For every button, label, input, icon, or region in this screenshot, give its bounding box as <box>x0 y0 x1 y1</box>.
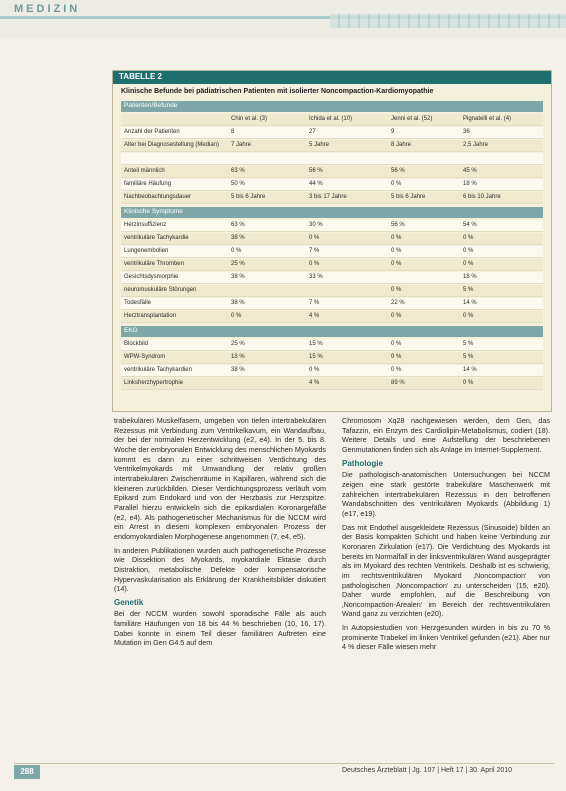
table-cell: 38 % <box>231 367 245 373</box>
page-number: 288 <box>14 765 40 779</box>
table-cell: 9 <box>391 129 395 135</box>
table-row <box>121 220 543 232</box>
row-label: Herzinsuffizienz <box>124 222 167 228</box>
body-paragraph: Das mit Endothel ausgekleidete Rezessus (Sinusoide) bilden an der Basis kompakten Schicht und haben keine Verbindung zur Koronaren Zirkulation (e17). Die Verdichtung des Myokards ist bereits im Normalfall in der linksventrikulären Wand ausgeprägter als im Myokard des rechten Ventrikels. Deshalb ist es schwierig, im rechtsventrikulären Myokard ‚Noncompaction‘ von pathologischen ‚Noncompaction‘ zu unterscheiden (15, e20). Daher wurde empfohlen, auf die Beschreibung von ‚Noncompaction-Arealen‘ im Bereich der rechtsventrikulären Wand ganz zu verzichten (e20). <box>342 522 550 619</box>
row-label: ventrikuläre Tachykardie <box>124 235 189 241</box>
table-cell: 0 % <box>309 235 320 241</box>
table-cell: Jenni et al. (52) <box>391 116 433 122</box>
page-header <box>0 0 566 38</box>
table-cell: 38 % <box>231 235 245 241</box>
table-cell: 0 % <box>463 248 474 254</box>
table-row <box>121 272 543 284</box>
row-label: ventrikuläre Thromben <box>124 261 184 267</box>
table-row <box>121 352 543 364</box>
table-group-header <box>121 207 543 218</box>
row-label: familiäre Häufung <box>124 181 172 187</box>
table-cell: 54 % <box>463 222 477 228</box>
table-cell: 14 % <box>463 367 477 373</box>
table-cell: Chin et al. (3) <box>231 116 268 122</box>
table-cell: 7 Jahre <box>231 142 252 148</box>
table-cell: 0 % <box>463 261 474 267</box>
row-label: Anzahl der Patienten <box>124 129 180 135</box>
row-label: Gesichtsdysmorphie <box>124 274 179 280</box>
table-cell: 0 % <box>231 248 242 254</box>
table-cell: 18 % <box>463 274 477 280</box>
table-cell: 0 % <box>391 235 402 241</box>
table-cell: 0 % <box>463 235 474 241</box>
group-label: Patienten/Befunde <box>124 102 178 109</box>
table-row <box>121 311 543 323</box>
table-row <box>121 298 543 310</box>
body-paragraph: Die pathologisch-anatomischen Untersuchungen bei NCCM zeigen eine stark gestörte trabekuläre Maschenwerk mit zahlreichen intertrabekulären Rezessus in den betroffenen Wandabschnitten des ventrikulären Myokards (Abbildung 1) (e17, e19). <box>342 470 550 518</box>
table-column-headers <box>121 114 543 126</box>
table-cell: 2,5 Jahre <box>463 142 489 148</box>
table-cell: 56 % <box>391 222 405 228</box>
table-cell: 5 % <box>463 287 474 293</box>
table-title: TABELLE 2 <box>119 72 162 81</box>
table-cell: 0 % <box>463 313 474 319</box>
table-cell: 0 % <box>391 261 402 267</box>
row-label: Alter bei Diagnosestellung (Median) <box>124 142 220 148</box>
table-row <box>121 140 543 152</box>
table-cell: 0 % <box>463 380 474 386</box>
table-cell: 7 % <box>309 300 320 306</box>
table-row <box>121 166 543 178</box>
table-cell: 89 % <box>391 380 405 386</box>
row-label: Nachbeobachtungsdauer <box>124 194 192 200</box>
body-paragraph: Bei der NCCM wurden sowohl sporadische Fälle als auch familiäre Häufungen von 18 bis 44 % beschrieben (10, 16, 17). Dabei konnte in einem Teil dieser familiären Auftreten eine Mutation im Gen G4.5 auf dem <box>114 609 326 648</box>
table-row <box>121 192 543 204</box>
table-row <box>121 233 543 245</box>
row-label: Anteil männlich <box>124 168 165 174</box>
row-label: Herztransplantation <box>124 313 177 319</box>
table-cell: 36 <box>463 129 470 135</box>
body-column-right <box>342 416 550 656</box>
table-cell: 25 % <box>231 261 245 267</box>
table-cell: 25 % <box>231 341 245 347</box>
table-cell: 0 % <box>391 313 402 319</box>
table-cell: 56 % <box>309 168 323 174</box>
table-cell: 15 % <box>309 354 323 360</box>
table-cell: 63 % <box>231 222 245 228</box>
table-cell: 14 % <box>463 300 477 306</box>
table-cell: 8 Jahre <box>391 142 412 148</box>
table-cell: 4 % <box>309 380 320 386</box>
section-heading: Pathologie <box>342 458 383 468</box>
table-row <box>121 285 543 297</box>
header-decoration <box>330 14 566 28</box>
table-cell: 63 % <box>231 168 245 174</box>
table-caption: Klinische Befunde bei pädiatrischen Patienten mit isolierter Noncompaction-Kardiomyopathie <box>121 88 434 95</box>
table-group-header <box>121 101 543 112</box>
table-cell: 3 bis 17 Jahre <box>309 194 347 200</box>
table-cell: 0 % <box>391 287 402 293</box>
table-cell: 38 % <box>231 300 245 306</box>
table-cell: 0 % <box>391 354 402 360</box>
row-label: Blockbild <box>124 341 149 347</box>
table-cell: 0 % <box>309 261 320 267</box>
table-cell: 50 % <box>231 181 245 187</box>
table-group-header <box>121 326 543 337</box>
body-paragraph: trabekulären Muskelfasern, umgeben von tiefen intertrabekulären Rezessus mit Verbindung zum Ventrikelkavum, ein Wandaufbau, der bei der normalen Herzentwicklung (e2, e4). In der 5. bis 8. Woche der embryonalen Entwicklung des menschlichen Myokards kommt es dann zu einer schrittweisen Verdichtung des Ventrikelmyokards mit Umwandlung der relativ großen intertrabekulären Zwischenräume in Kapillaren, während sich die kleineren zurückbilden. Dieser Verdichtungsprozess verläuft vom Epikard zum Endokard und von der Herzbasis zur Herzspitze. Parallel hierzu entwickeln sich die epikardialen Koronargefäße (e2, e4). Als pathogenetischer Mechanismus für die NCCM wird ein Arrest in diesem komplexen embryonalen Prozess der endomyokardialen Morphogenese angenommen (7, e4, e5). <box>114 416 326 541</box>
table-cell: 4 % <box>309 313 320 319</box>
row-label: Todesfälle <box>124 300 152 306</box>
table-cell: 33 % <box>309 274 323 280</box>
body-paragraph: Chromosom Xq28 nachgewiesen werden, dem Gen, das Tafazzin, ein Enzym des Cardiolipin-Metabolismus, codiert (18). Weitere Details und eine Aufstellung der beschriebenen Genmutationen finden sich als Anlage im Internet-Supplement. <box>342 416 550 454</box>
table-cell: 27 <box>309 129 316 135</box>
table-cell: 30 % <box>309 222 323 228</box>
table-cell: 38 % <box>231 274 245 280</box>
table-cell: 5 Jahre <box>309 142 330 148</box>
table-cell: 45 % <box>463 168 477 174</box>
table-cell: 5 bis 6 Jahre <box>391 194 426 200</box>
table-cell: Pignatelli et al. (4) <box>463 116 512 122</box>
section-label: MEDIZIN <box>14 3 81 15</box>
table-cell: 0 % <box>391 181 402 187</box>
table-cell: Ichida et al. (10) <box>309 116 353 122</box>
table-cell: 5 % <box>463 354 474 360</box>
table-row <box>121 365 543 377</box>
body-paragraph: In anderen Publikationen wurden auch pathogenetische Prozesse wie Dissektion des Myokards, myokardiale Ektasie durch Distraktion, metabolische Defekte oder kompensatorische Hypervaskularisation als Erklärung der Krankheitsbilder diskutiert (14). <box>114 545 326 594</box>
table-row <box>121 153 543 165</box>
table-cell: 18 % <box>463 181 477 187</box>
group-label: Klinische Symptome <box>124 208 183 215</box>
table-cell: 5 % <box>463 341 474 347</box>
table-cell: 56 % <box>391 168 405 174</box>
table-cell: 5 bis 6 Jahre <box>231 194 266 200</box>
table-cell: 8 <box>231 129 235 135</box>
table-cell: 0 % <box>391 248 402 254</box>
body-paragraph: In Autopsiestudien von Herzgesunden wurden in bis zu 70 % prominente Trabekel im linken Ventrikel gefunden (e21). Aber nur 4 % dieser Fälle wiesen mehr <box>342 623 550 652</box>
journal-citation: Deutsches Ärzteblatt | Jg. 107 | Heft 17 | 30. April 2010 <box>342 767 513 774</box>
table-row <box>121 246 543 258</box>
row-label: neuromuskuläre Störungen <box>124 287 197 293</box>
table-row <box>121 179 543 191</box>
table-cell: 44 % <box>309 181 323 187</box>
group-label: EKG <box>124 327 138 334</box>
table-row <box>121 378 543 390</box>
table-cell: 15 % <box>309 341 323 347</box>
table-row <box>121 339 543 351</box>
row-label: WPW-Syndrom <box>124 354 166 360</box>
table-cell: 22 % <box>391 300 405 306</box>
row-label: Lungenembolien <box>124 248 169 254</box>
clinical-findings-table <box>112 70 552 412</box>
table-cell: 0 % <box>309 367 320 373</box>
table-cell: 0 % <box>231 313 242 319</box>
table-cell: 0 % <box>391 367 402 373</box>
table-title-bar <box>113 71 551 84</box>
body-column-left <box>114 416 326 652</box>
section-heading: Genetik <box>114 597 144 607</box>
table-row <box>121 127 543 139</box>
row-label: ventrikuläre Tachykardien <box>124 367 192 373</box>
table-row <box>121 259 543 271</box>
footer-divider <box>14 763 554 764</box>
table-cell: 13 % <box>231 354 245 360</box>
table-cell: 6 bis 10 Jahre <box>463 194 501 200</box>
row-label: Linksherzhypertrophie <box>124 380 184 386</box>
table-cell: 7 % <box>309 248 320 254</box>
table-cell: 0 % <box>391 341 402 347</box>
